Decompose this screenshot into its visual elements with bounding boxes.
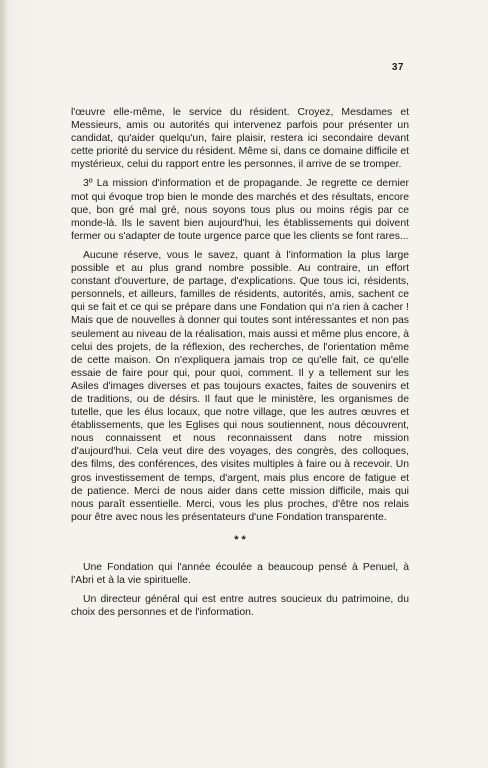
- closing-paragraph-2: Un directeur général qui est entre autres soucieux du patrimoine, du choix des personnes et de l'information.: [71, 594, 409, 619]
- paragraph-3: Aucune réserve, vous le savez, quant à l'information la plus large possible et au plus grand nombre possible. Au contraire, un effort constant d'ouverture, de partage, d'explications. Que tous ici, résidents, personnels, et ailleurs, familles de résidents, autorités, amis, sachent ce qui se fait et ce qui se prépare dans une Fondation qui n'a rien à cacher ! Mais que de nouvelles à donner qui toutes sont intéressantes et non pas seulement au niveau de la réalisation, mais aussi et même plus encore, à celui des projets, de la réflexion, des recherches, de l'orientation même de cette maison. On n'expliquera jamais trop ce qu'elle fait, ce qu'elle essaie de faire pour qui, pour quoi, comment. Il y a tellement sur les Asiles d'images diverses et pas toujours exactes, faites de souvenirs et de traditions, ou de désirs. Il faut que le ministère, les organismes de tutelle, que les élus locaux, que notre village, que les autres œuvres et établissements, que les Eglises qui nous soutiennent, nous découvrent, nous connaissent et nous reconnaissent dans notre mission d'aujourd'hui. Cela veut dire des voyages, des congrès, des colloques, des films, des conférences, des visites multiples à faire ou à recevoir. Un gros investissement de temps, d'argent, mais plus encore de fatigue et de patience. Merci de nous aider dans cette mission difficile, mais qui nous paraît essentielle. Merci, vous les plus proches, d'être nos relais pour être avec nous les présentateurs d'une Fondation transparente.: [71, 249, 409, 523]
- page-spine-shadow: [0, 0, 8, 768]
- page-number: 37: [391, 62, 404, 73]
- paragraph-2: 3º La mission d'information et de propagande. Je regrette ce dernier mot qui évoque trop bien le monde des marchés et des résultats, encore que, bon gré mal gré, nous soyons tous plus ou moins régis par ce monde-là. Ils le savent bien aujourd'hui, les établissements qui doivent fermer ou s'adapter de toute urgence parce que les clients se font rares...: [71, 178, 409, 242]
- closing-paragraph-1: Une Fondation qui l'année écoulée a beaucoup pensé à Penuel, à l'Abri et à la vie spirituelle.: [71, 561, 409, 586]
- section-separator: * *: [234, 533, 246, 546]
- paragraph-1: l'œuvre elle-même, le service du résident. Croyez, Mesdames et Messieurs, amis ou autorités qui intervenez parfois pour présenter un candidat, qu'aider quelqu'un, faire plaisir, restera ici secondaire devant cette priorité du service du résident. Même si, dans ce domaine difficile et mystérieux, celui du rapport entre les personnes, il arrive de se tromper.: [71, 107, 409, 171]
- body-text: [71, 106, 409, 625]
